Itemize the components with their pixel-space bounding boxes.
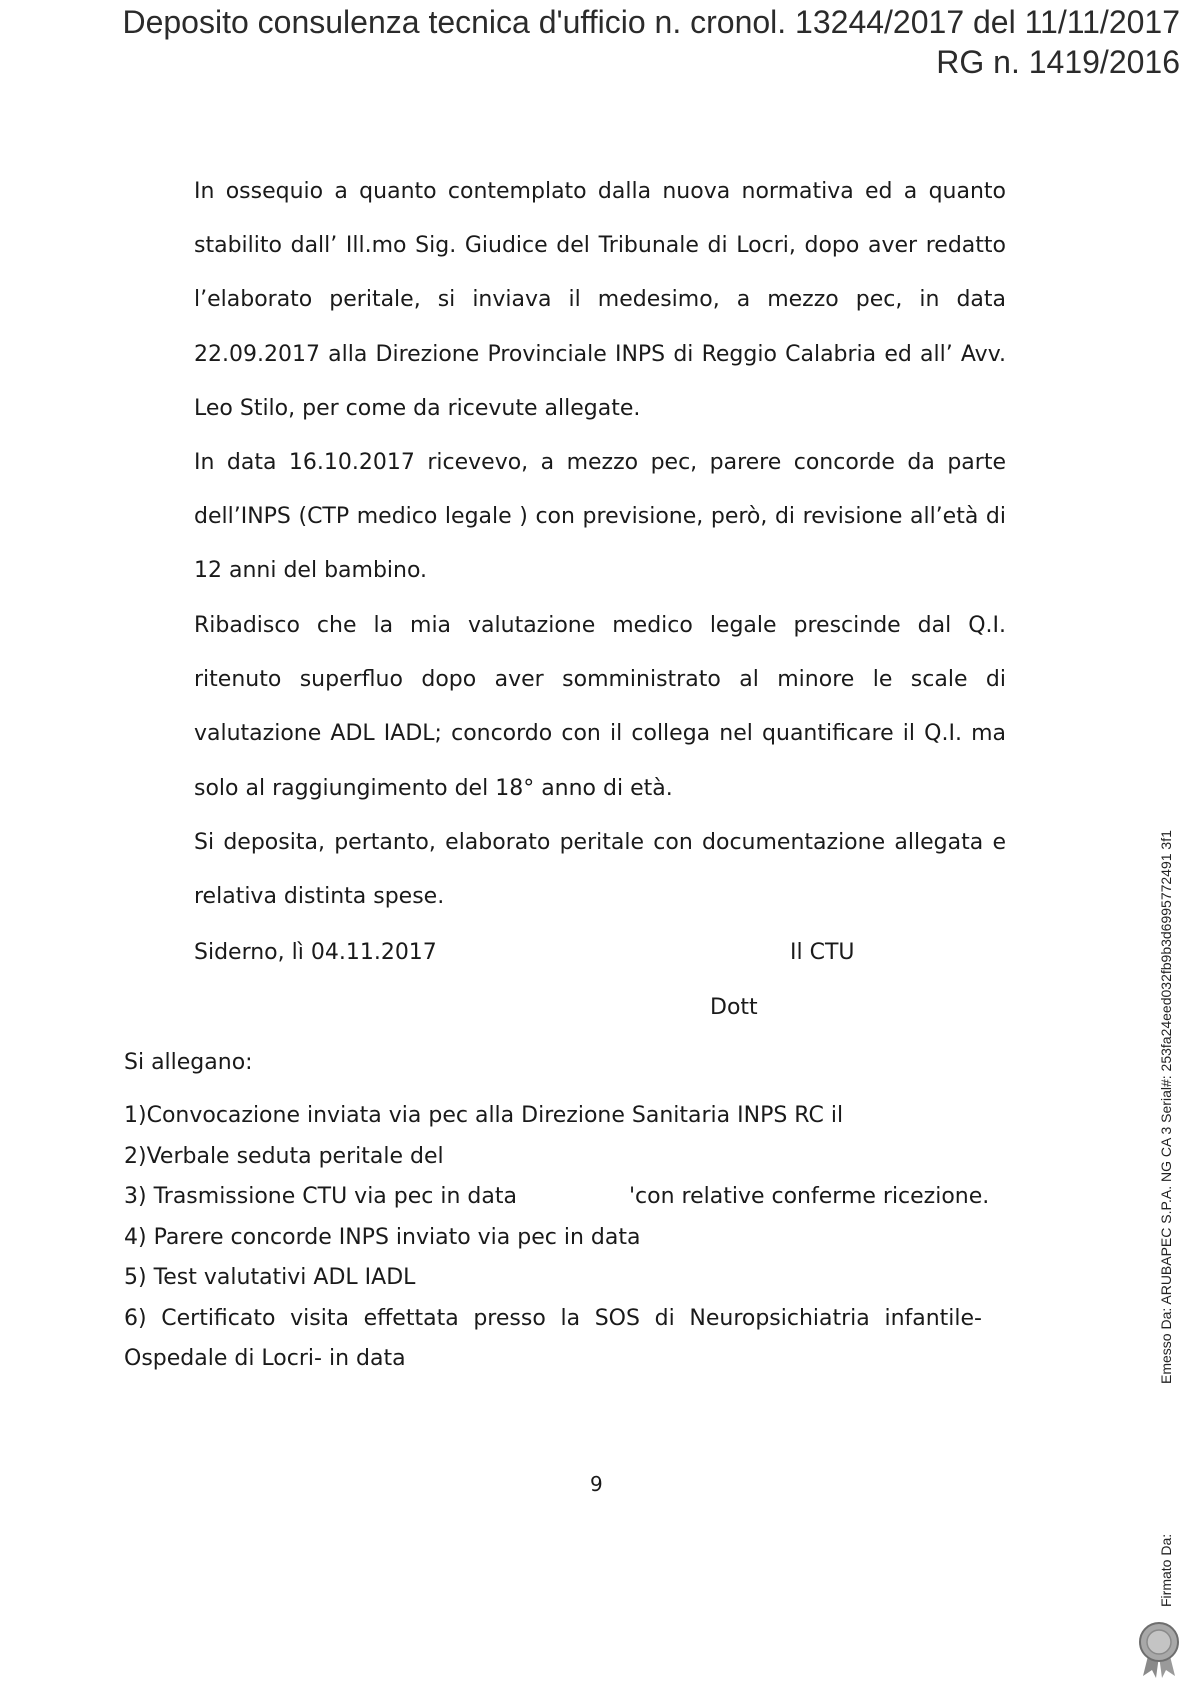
list-item: 4) Parere concorde INPS inviato via pec in data [124, 1224, 641, 1250]
dott-label: Dott [710, 995, 758, 1020]
paragraph-inps-opinion: In data 16.10.2017 ricevevo, a mezzo pec, parere concorde da parte dell’INPS (CTP medico legale ) con previsione, però, di revisione all’età di 12 anni del bambino. [194, 450, 1006, 584]
list-item-text: 3) Trasmissione CTU via pec in data [124, 1184, 517, 1209]
paragraph-deposit: Si deposita, pertanto, elaborato peritale con documentazione allegata e relativa distinta spese. [194, 830, 1006, 910]
paragraph-transmission: In ossequio a quanto contemplato dalla nuova normativa ed a quanto stabilito dall’ Ill.mo Sig. Giudice del Tribunale di Locri, dopo aver redatto l’elaborato peritale, si inviava il medesimo, a mezzo pec, in data 22.09.2017 alla Direzione Provinciale INPS di Reggio Calabria ed all’ Avv. Leo Stilo, per come da ricevute allegate. [194, 179, 1006, 421]
filing-header-line-2: RG n. 1419/2016 [936, 44, 1180, 80]
list-item-text: 'con relative conferme ricezione. [628, 1184, 990, 1209]
seal-ribbon-icon [1137, 1622, 1181, 1678]
list-item: 5) Test valutativi ADL IADL [124, 1265, 416, 1290]
filing-header-line-1: Deposito consulenza tecnica d'ufficio n. cronol. 13244/2017 del 11/11/2017 [122, 4, 1180, 40]
digital-signature-issuer: Emesso Da: ARUBAPEC S.P.A. NG CA 3 Serial#: 253fa24eed032fb9b3d6995772491 3f1 [1158, 830, 1174, 1384]
attachments-list [124, 1096, 990, 1380]
attachments-heading: Si allegano: [124, 1050, 253, 1075]
place-date: Siderno, lì 04.11.2017 [194, 940, 437, 965]
list-item: 6) Certificato visita effettata presso la SOS di Neuropsichiatria infantile- Ospedale di Locri- in data [124, 1305, 982, 1371]
digital-signature-signed-by: Firmato Da: [1158, 1533, 1174, 1607]
paragraph-evaluation: Ribadisco che la mia valutazione medico legale prescinde dal Q.I. ritenuto superfluo dopo aver somministrato al minore le scale di valutazione ADL IADL; concordo con il collega nel quantificare il Q.I. ma solo al raggiungimento del 18° anno di età. [194, 613, 1006, 801]
list-item: 1)Convocazione inviata via pec alla Direzione Sanitaria INPS RC il [124, 1103, 844, 1128]
ctu-signature-label: Il CTU [790, 940, 855, 965]
page-number: 9 [590, 1472, 603, 1496]
list-item: 2)Verbale seduta peritale del [124, 1143, 444, 1169]
list-item [124, 1177, 990, 1218]
